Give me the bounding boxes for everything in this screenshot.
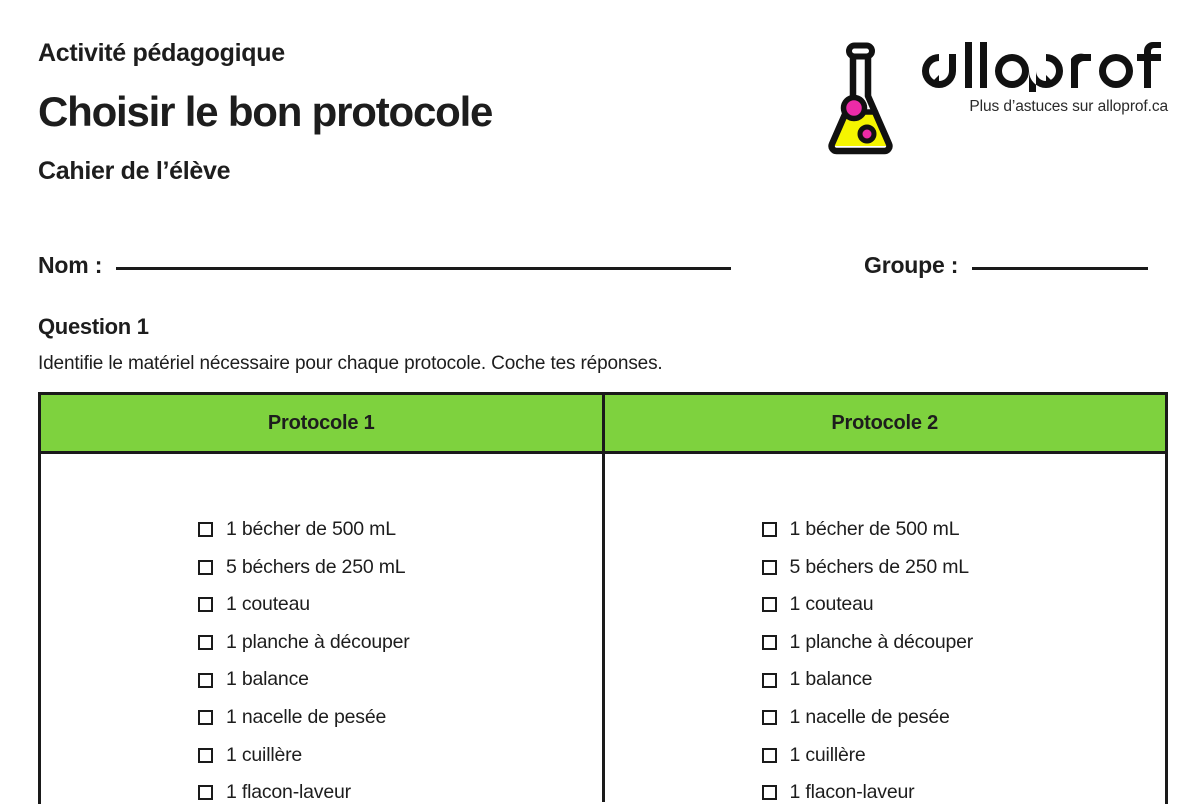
group-input-line[interactable] <box>972 267 1148 270</box>
table-cell-protocole-1 <box>41 454 602 802</box>
checklist-item[interactable] <box>762 699 950 737</box>
checklist-item-label: 1 balance <box>789 668 873 691</box>
checklist-item[interactable] <box>198 586 310 624</box>
checklist-item[interactable] <box>762 624 974 662</box>
checklist-item[interactable] <box>762 586 874 624</box>
name-field-group <box>38 252 731 279</box>
checkbox-icon[interactable] <box>762 673 777 688</box>
checkbox-icon[interactable] <box>198 748 213 763</box>
checkbox-icon[interactable] <box>762 597 777 612</box>
group-field-group <box>864 252 1148 279</box>
checkbox-icon[interactable] <box>198 560 213 575</box>
checklist-item-label: 1 balance <box>226 668 309 691</box>
checklist-item[interactable] <box>198 624 410 662</box>
page-title: Choisir le bon protocole <box>38 87 493 135</box>
checkbox-icon[interactable] <box>762 710 777 725</box>
question-block <box>38 314 1168 376</box>
table-header-row <box>41 395 1165 454</box>
checklist-item-label: 1 bécher de 500 mL <box>789 518 960 541</box>
checkbox-icon[interactable] <box>198 522 213 537</box>
checkbox-icon[interactable] <box>198 597 213 612</box>
checklist-item-label: 1 planche à découper <box>789 630 974 653</box>
checklist-item-label: 5 béchers de 250 mL <box>226 555 406 578</box>
checkbox-icon[interactable] <box>198 710 213 725</box>
checklist-item-label: 1 bécher de 500 mL <box>226 518 396 541</box>
column-title: Protocole 2 <box>831 411 939 434</box>
brand-text-block <box>916 38 1168 116</box>
checklist-item-label: 1 cuillère <box>789 743 866 766</box>
table-body-row <box>41 454 1165 802</box>
checklist-item[interactable] <box>762 511 960 549</box>
table-header-cell-protocole-2 <box>602 395 1166 451</box>
checkbox-icon[interactable] <box>198 785 213 800</box>
group-label: Groupe : <box>864 252 959 278</box>
checklist-item-label: 1 nacelle de pesée <box>789 706 950 729</box>
checklist-item-label: 1 planche à découper <box>226 630 410 653</box>
alloprof-wordmark <box>916 42 1168 92</box>
checklist-item[interactable] <box>762 661 873 699</box>
table-header-cell-protocole-1 <box>41 395 602 451</box>
checkbox-icon[interactable] <box>762 785 777 800</box>
checklist-item[interactable] <box>198 661 309 699</box>
checklist-item[interactable] <box>762 549 969 587</box>
name-input-line[interactable] <box>116 267 731 270</box>
checklist-item-label: 1 nacelle de pesée <box>226 706 387 729</box>
checklist-item-label: 5 béchers de 250 mL <box>789 555 969 578</box>
checklist-item-label: 1 couteau <box>226 593 310 616</box>
checklist-item[interactable] <box>198 774 351 812</box>
erlenmeyer-flask-icon <box>822 38 898 158</box>
checkbox-icon[interactable] <box>762 748 777 763</box>
column-title: Protocole 1 <box>267 411 375 434</box>
document-subtitle: Cahier de l’élève <box>38 156 231 185</box>
question-instruction: Identifie le matériel nécessaire pour chaque protocole. Coche tes réponses. <box>38 353 663 375</box>
brand-logo-block <box>822 38 1168 158</box>
checklist-item-label: 1 flacon-laveur <box>226 781 351 804</box>
checkbox-icon[interactable] <box>198 635 213 650</box>
checkbox-icon[interactable] <box>762 635 777 650</box>
checklist-item[interactable] <box>198 699 386 737</box>
checkbox-icon[interactable] <box>198 673 213 688</box>
checklist-item[interactable] <box>762 774 915 812</box>
brand-tagline: Plus d’astuces sur alloprof.ca <box>969 98 1168 115</box>
checklist-item-label: 1 couteau <box>789 593 874 616</box>
checklist-item-label: 1 cuillère <box>226 743 303 766</box>
name-label: Nom : <box>38 252 103 278</box>
checkbox-icon[interactable] <box>762 522 777 537</box>
activity-eyebrow: Activité pédagogique <box>38 39 285 67</box>
identity-row <box>38 252 1168 288</box>
checklist-item-label: 1 flacon-laveur <box>789 781 915 804</box>
checklist-item[interactable] <box>198 737 302 775</box>
question-heading: Question 1 <box>38 314 149 339</box>
checklist-item[interactable] <box>762 737 866 775</box>
checkbox-icon[interactable] <box>762 560 777 575</box>
material-checklist-protocole-1 <box>41 454 602 812</box>
table-cell-protocole-2 <box>602 454 1166 802</box>
checklist-item[interactable] <box>198 511 396 549</box>
material-checklist-protocole-2 <box>605 454 1166 812</box>
checklist-item[interactable] <box>198 549 405 587</box>
protocol-comparison-table <box>38 392 1168 804</box>
